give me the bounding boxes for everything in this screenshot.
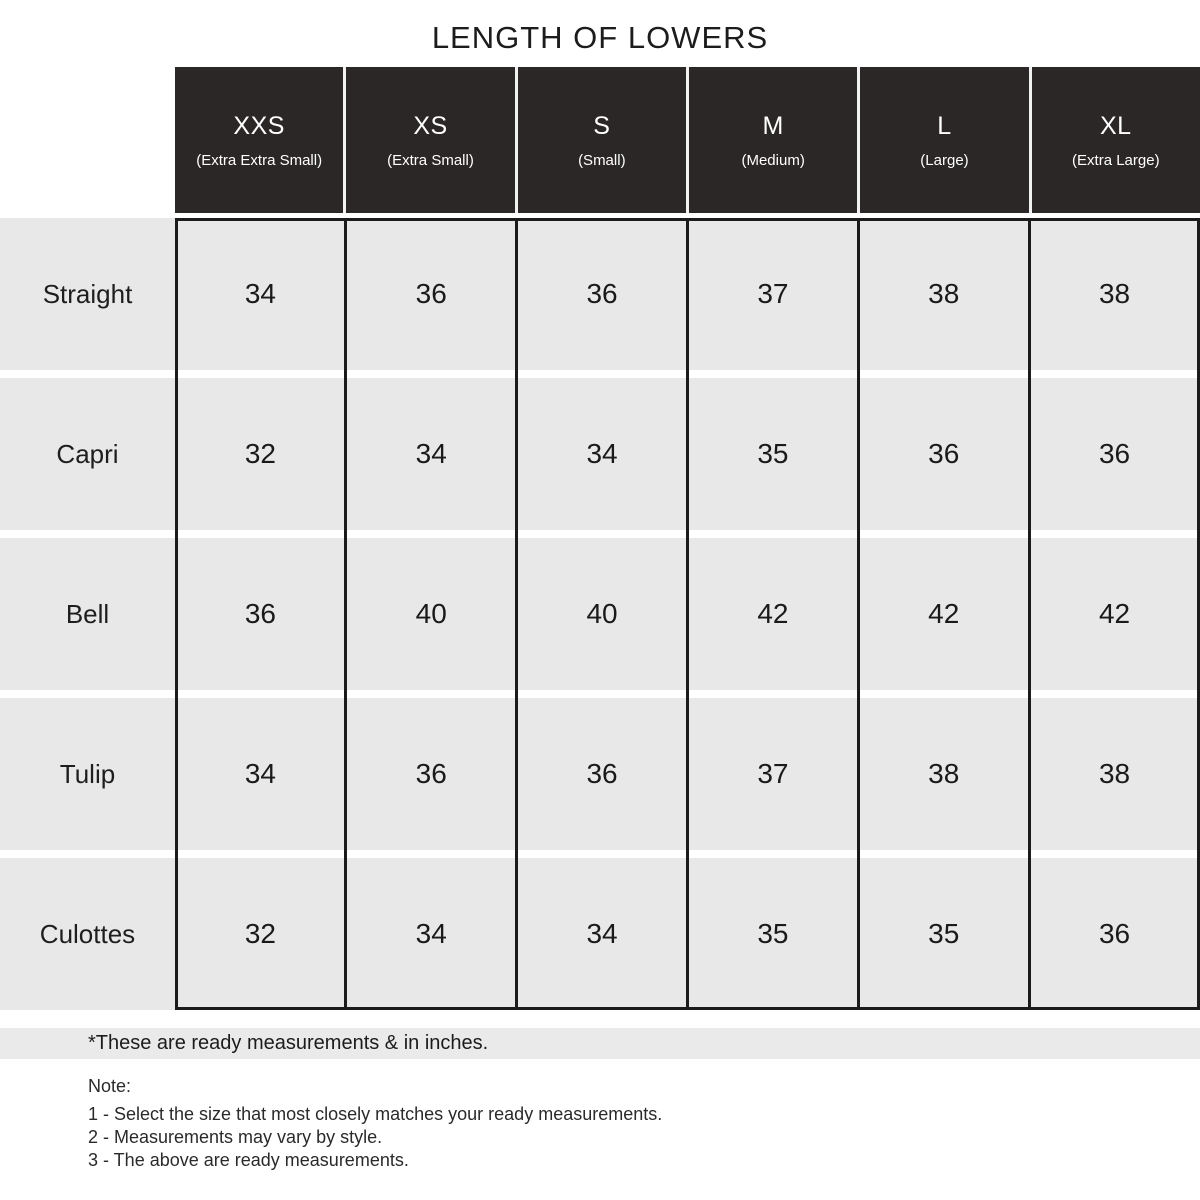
size-code: XL [1100,111,1132,140]
style-row-label: Bell [0,538,175,690]
notes-section [0,1076,1200,1172]
note-item: 2 - Measurements may vary by style. [88,1127,383,1147]
table-border [515,218,518,1010]
measurement-cell: 38 [1029,218,1200,370]
size-full-name: (Extra Extra Small) [196,151,323,169]
size-column-header [175,67,346,213]
size-column-header [689,67,860,213]
size-column-header [346,67,517,213]
style-row-label: Tulip [0,698,175,850]
table-border [175,218,178,1010]
measurement-cell: 37 [687,698,858,850]
measurement-cell: 40 [346,538,517,690]
measurement-cell: 35 [858,858,1029,1010]
note-item: 3 - The above are ready measurements. [88,1150,409,1170]
measurement-cell: 36 [517,218,688,370]
measurement-cell: 37 [687,218,858,370]
measurement-cell: 32 [175,378,346,530]
style-row-label: Capri [0,378,175,530]
measurement-cell: 32 [175,858,346,1010]
measurement-cell: 34 [517,858,688,1010]
measurements-grid [175,218,1200,1010]
size-column-header [860,67,1031,213]
table-body [0,218,1200,1010]
footnote-text: *These are ready measurements & in inches. [88,1032,489,1054]
measurement-cell: 35 [687,378,858,530]
measurement-cell: 36 [175,538,346,690]
measurement-cell: 38 [1029,698,1200,850]
measurement-cell: 34 [175,218,346,370]
measurement-cell: 34 [346,378,517,530]
measurement-cell: 38 [858,218,1029,370]
measurement-cell: 36 [858,378,1029,530]
notes-heading: Note: [88,1076,132,1096]
measurement-cell: 36 [517,698,688,850]
style-row-label: Culottes [0,858,175,1010]
size-full-name: (Extra Small) [387,151,474,169]
footnote-strip [0,1028,1200,1059]
page-title: LENGTH OF LOWERS [431,20,769,55]
measurement-cell: 42 [687,538,858,690]
measurement-cell: 36 [1029,858,1200,1010]
size-header-row [175,67,1200,213]
size-column-header [1032,67,1200,213]
size-code: XXS [233,111,285,140]
measurement-cell: 40 [517,538,688,690]
size-full-name: (Medium) [741,151,805,169]
measurement-cell: 35 [687,858,858,1010]
size-code: M [762,111,784,140]
measurement-cell: 36 [1029,378,1200,530]
measurement-cell: 42 [858,538,1029,690]
size-code: L [937,111,952,140]
measurement-cell: 36 [346,218,517,370]
table-border [686,218,689,1010]
measurement-cell: 34 [175,698,346,850]
size-full-name: (Large) [920,151,969,169]
measurement-cell: 38 [858,698,1029,850]
size-full-name: (Extra Large) [1072,151,1160,169]
size-chart-table [0,67,1200,1010]
size-full-name: (Small) [578,151,626,169]
size-code: XS [413,111,448,140]
style-row-label: Straight [0,218,175,370]
size-code: S [593,111,611,140]
table-border [857,218,860,1010]
table-border [1028,218,1031,1010]
size-column-header [518,67,689,213]
measurement-cell: 34 [517,378,688,530]
table-border [344,218,347,1010]
note-item: 1 - Select the size that most closely matches your ready measurements. [88,1104,663,1124]
measurement-cell: 42 [1029,538,1200,690]
measurement-cell: 36 [346,698,517,850]
style-label-column [0,218,175,1010]
measurement-cell: 34 [346,858,517,1010]
